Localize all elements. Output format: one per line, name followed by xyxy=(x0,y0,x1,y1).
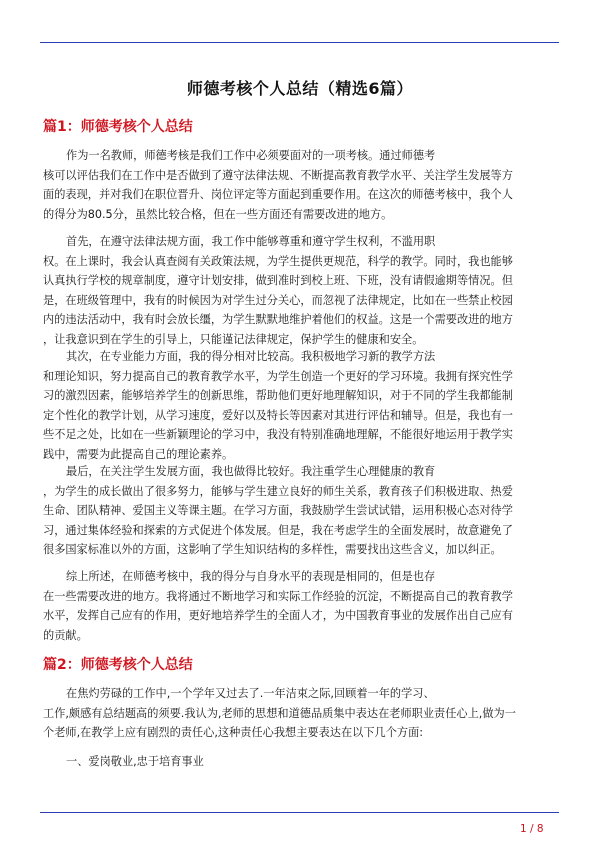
text-line: 生命、团队精神、爱国主义等课主题。在学习方面，我鼓励学生尝试试错，运用积极心态对待学 xyxy=(43,504,513,517)
text-line: 在焦灼劳碌的工作中,一个学年又过去了.一年洁束之际,回顾着一年的学习、 xyxy=(66,687,435,700)
text-line: 些不足之处，比如在一些新颖理论的学习中，我没有特别准确地理解，不能很好地运用于教学实 xyxy=(43,428,513,441)
text-line: 认真执行学校的规章制度，遵守计划安排，做到准时到校上班、下班，没有请假逾期等情况。但 xyxy=(43,274,513,287)
text-line: 一、爱岗敬业,忠于培育事业 xyxy=(66,755,204,768)
text-line: 个老师,在教学上应有剧烈的责任心,这种责任心我想主要表达在以下几个方面: xyxy=(43,726,424,739)
text-line: 在一些需要改进的地方。我将通过不断地学习和实际工作经验的沉淀，不断提高自己的教育教学 xyxy=(43,589,513,603)
text-line: 权。在上课时，我会认真查阅有关政策法规，为学生提供更规范，科学的教学。同时，我也能够 xyxy=(43,254,513,268)
header-rule xyxy=(40,42,559,43)
section-1-paragraph-5 xyxy=(43,567,560,645)
footer-rule xyxy=(40,812,559,813)
text-line: 核可以评估我们在工作中是否做到了遵守法律法规、不断提高教育教学水平、关注学生发展等方 xyxy=(43,168,513,182)
text-line: 的得分为80.5分，虽然比较合格，但在一些方面还有需要改进的地方。 xyxy=(43,207,393,221)
text-line: 是，在班级管理中，我有的时候因为对学生过分关心，而忽视了法律规定，比如在一些禁止校园 xyxy=(43,293,513,307)
section-2-heading: 篇2：师德考核个人总结 xyxy=(43,657,193,673)
section-1-paragraph-4 xyxy=(43,462,560,560)
text-line: 践中，需要为此提高自己的理论素养。 xyxy=(43,447,234,461)
text-line: 综上所述，在师德考核中，我的得分与自身水平的表现是相同的，但是也存 xyxy=(66,570,436,583)
page-number: 1 / 8 xyxy=(520,823,544,835)
text-line: 和理论知识，努力提高自己的教育教学水平，为学生创造一个更好的学习环境。我拥有探究性学 xyxy=(43,369,513,383)
text-line: 首先，在遵守法律法规方面，我工作中能够尊重和遵守学生权利，不滥用职 xyxy=(66,235,436,248)
text-line: 工作,颇感有总结题高的须要.我认为,老师的思想和道德品质集中表达在老师职业责任心上,做为一 xyxy=(43,706,516,720)
text-line: 的贡献。 xyxy=(43,628,88,642)
section-2-paragraph-1 xyxy=(43,684,560,743)
text-line: 作为一名教师，师德考核是我们工作中必须要面对的一项考核。通过师德考 xyxy=(66,149,436,162)
section-1-paragraph-1 xyxy=(43,146,560,224)
text-line: 很多国家标准以外的方面，这影响了学生知识结构的多样性，需要找出这些含义，加以纠正。 xyxy=(43,543,502,556)
text-line: ，为学生的成长做出了很多努力，能够与学生建立良好的师生关系，教育孩子们积极进取、热爱 xyxy=(43,484,513,498)
text-line: 习，通过集体经验和探索的方式促进个体发展。但是，我在考虑学生的全面发展时，故意避免了 xyxy=(43,523,513,537)
text-line: 内的违法活动中，我有时会放长缰，为学生默默地维护着他们的权益。这是一个需要改进的地方 xyxy=(43,313,513,326)
section-1-paragraph-3 xyxy=(43,347,560,464)
text-line: 水平，发挥自己应有的作用，更好地培养学生的全面人才，为中国教育事业的发展作出自己应有 xyxy=(43,609,513,622)
document-title: 师德考核个人总结（精选6篇） xyxy=(186,79,414,98)
text-line: 定个性化的教学计划，从学习速度，爱好以及特长等因素对其进行评估和辅导。但是，我也有一 xyxy=(43,408,513,422)
section-2-paragraph-2 xyxy=(43,752,560,772)
section-1-heading: 篇1：师德考核个人总结 xyxy=(43,119,193,135)
text-line: 最后，在关注学生发展方面，我也做得比较好。我注重学生心理健康的教育 xyxy=(66,465,436,478)
text-line: 面的表现，并对我们在职位晋升、岗位评定等方面起到重要作用。在这次的师德考核中，我个人 xyxy=(43,188,513,201)
text-line: 习的激烈因素，能够培养学生的创新思维，帮助他们更好地理解知识，对于不同的学生我都能制 xyxy=(43,389,513,402)
text-line: 其次，在专业能力方面，我的得分相对比较高。我积极地学习新的教学方法 xyxy=(66,350,436,363)
text-line: ，让我意识到在学生的引导上，只能谨记法律规定，保护学生的健康和安全。 xyxy=(43,332,424,346)
section-1-paragraph-2 xyxy=(43,232,560,349)
